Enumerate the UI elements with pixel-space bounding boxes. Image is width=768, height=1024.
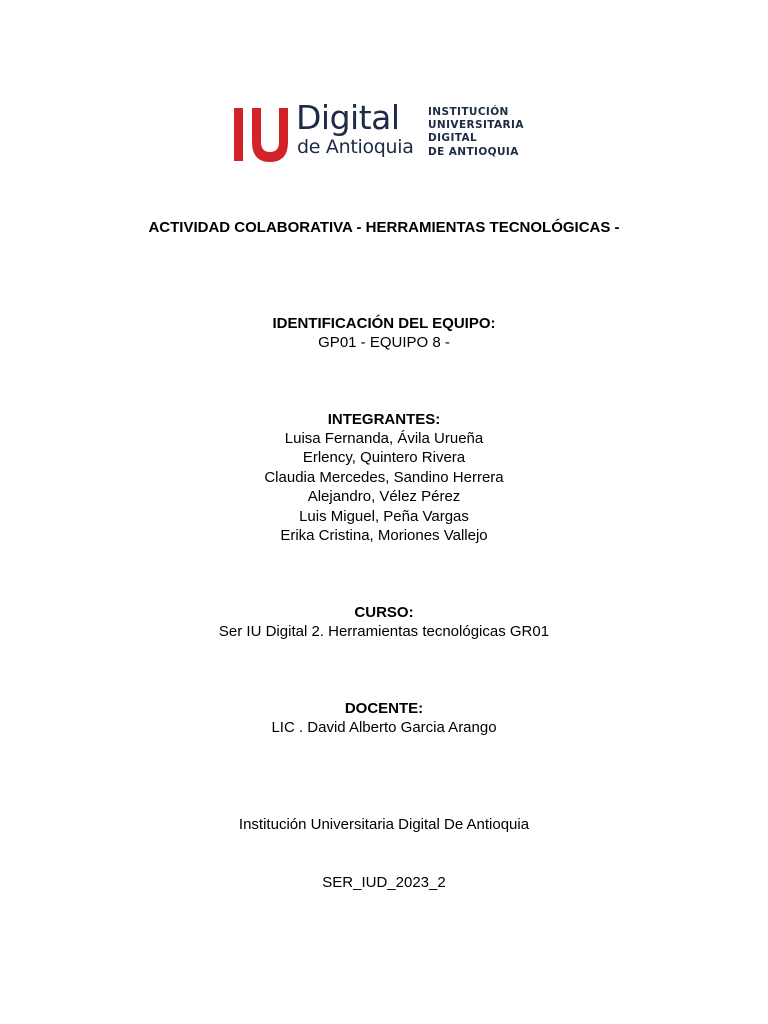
member-name: Claudia Mercedes, Sandino Herrera: [264, 468, 504, 486]
course-value: Ser IU Digital 2. Herramientas tecnológicas GR01: [218, 623, 550, 640]
team-value: GP01 - EQUIPO 8 -: [318, 334, 450, 351]
document-title: ACTIVIDAD COLABORATIVA - HERRAMIENTAS TECNOLÓGICAS -: [148, 219, 620, 236]
logo-institution-line: DIGITAL: [428, 132, 478, 145]
members-list: [0, 429, 768, 545]
document-code: SER_IUD_2023_2: [322, 874, 446, 891]
logo-wordmark-digital: Digital: [296, 98, 400, 137]
member-name: Erlency, Quintero Rivera: [302, 449, 466, 467]
course-heading: CURSO:: [354, 604, 414, 621]
member-name: Alejandro, Vélez Pérez: [307, 488, 461, 506]
members-heading: INTEGRANTES:: [327, 411, 441, 428]
logo-institution-line: UNIVERSITARIA: [428, 119, 524, 132]
team-heading: IDENTIFICACIÓN DEL EQUIPO:: [272, 315, 496, 332]
member-name: Erika Cristina, Moriones Vallejo: [280, 527, 488, 545]
iu-logo-mark: [232, 106, 292, 164]
institution-name: Institución Universitaria Digital De Antioquia: [238, 816, 530, 833]
teacher-value: LIC . David Alberto Garcia Arango: [271, 719, 497, 736]
logo-institution-line: DE ANTIOQUIA: [428, 145, 519, 158]
member-name: Luisa Fernanda, Ávila Urueña: [284, 430, 484, 447]
member-name: Luis Miguel, Peña Vargas: [299, 507, 469, 525]
iu-digital-logo: [232, 98, 532, 164]
logo-wordmark-antioquia: de Antioquia: [297, 136, 414, 158]
logo-institution-line: INSTITUCIÓN: [428, 106, 509, 118]
logo-institution-text: [428, 106, 524, 159]
teacher-heading: DOCENTE:: [344, 700, 424, 717]
